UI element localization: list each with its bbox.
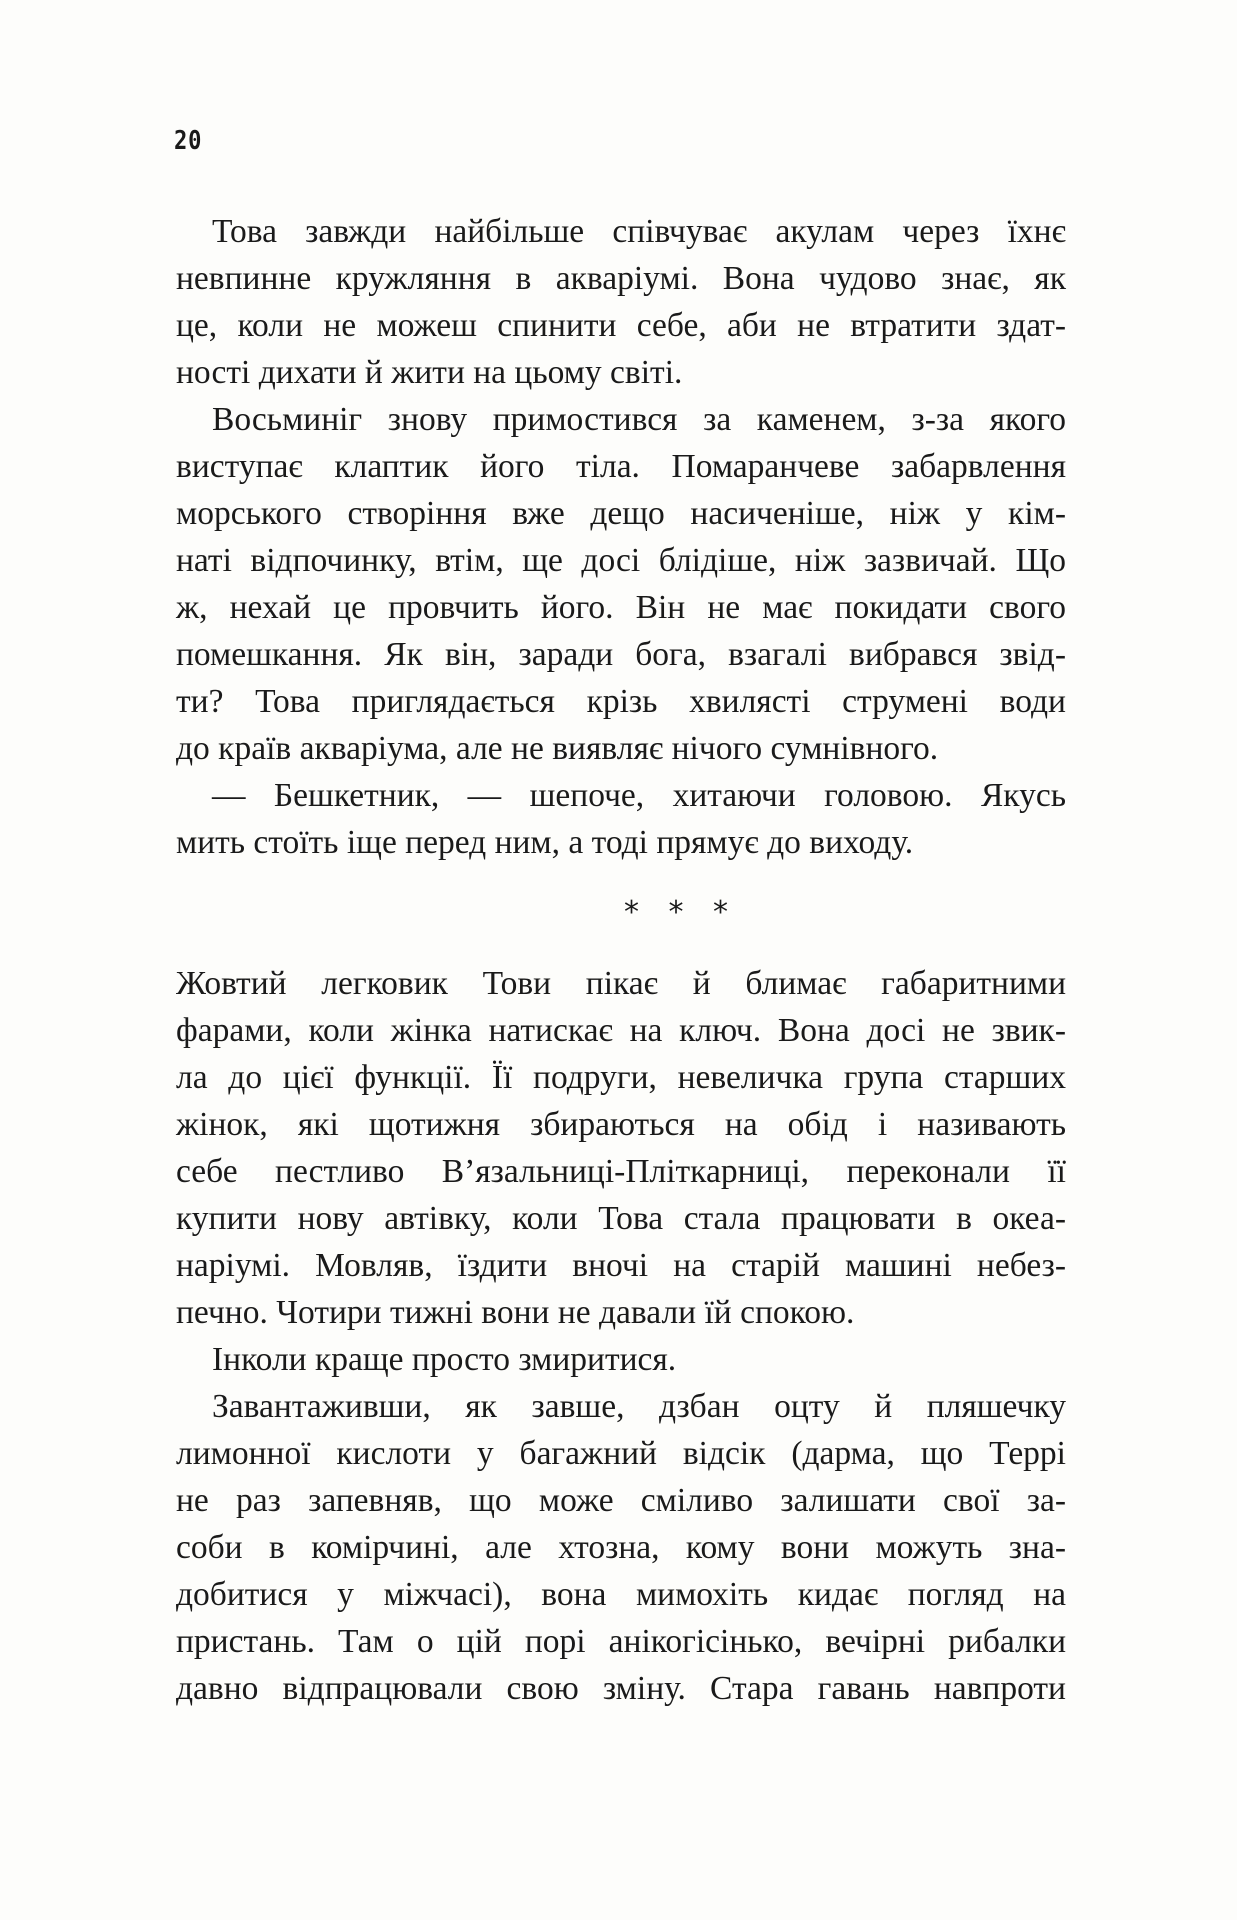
text-line: давно відпрацювали свою зміну. Стара гавань навпроти	[176, 1670, 1066, 1707]
paragraph	[176, 960, 1066, 1336]
text-line: ти? Това приглядається крізь хвилясті струмені води	[176, 683, 1066, 720]
text-line: печно. Чотири тижні вони не давали їй спокою.	[176, 1294, 855, 1331]
text-line: невпинне кружляння в акваріумі. Вона чудово знає, як	[176, 260, 1066, 297]
paragraph	[176, 1336, 1066, 1383]
text-line: не раз запевняв, що може сміливо залишати свої за-	[176, 1482, 1066, 1519]
text-line: Інколи краще просто змиритися.	[212, 1341, 677, 1378]
text-line: виступає клаптик його тіла. Помаранчеве забарвлення	[176, 448, 1066, 485]
paragraph	[176, 772, 1066, 866]
section-separator: * * *	[623, 895, 739, 930]
text-line: наріумі. Мовляв, їздити вночі на старій машині небез-	[176, 1247, 1066, 1284]
paragraph	[176, 396, 1066, 772]
text-line: помешкання. Як він, заради бога, взагалі вибрався звід-	[176, 636, 1066, 673]
text-line: фарами, коли жінка натискає на ключ. Вона досі не звик-	[176, 1012, 1066, 1049]
text-line: купити нову автівку, коли Това стала працювати в океа-	[176, 1200, 1066, 1237]
text-line: Завантаживши, як завше, дзбан оцту й пляшечку	[212, 1388, 1066, 1425]
text-line: — Бешкетник, — шепоче, хитаючи головою. Якусь	[212, 777, 1066, 814]
text-line: себе пестливо В’язальниці-Пліткарниці, переконали її	[176, 1153, 1066, 1190]
text-line: ності дихати й жити на цьому світі.	[176, 354, 683, 391]
page-number: 20	[174, 126, 203, 156]
text-line: пристань. Там о цій порі анікогісінько, вечірні рибалки	[176, 1623, 1066, 1660]
text-line: соби в комірчині, але хтозна, кому вони можуть зна-	[176, 1529, 1066, 1566]
text-line: Това завжди найбільше співчуває акулам через їхнє	[212, 213, 1066, 250]
paragraph	[176, 1383, 1066, 1712]
text-line: до країв акваріума, але не виявляє нічого сумнівного.	[176, 730, 939, 767]
text-line: це, коли не можеш спинити себе, аби не втратити здат-	[176, 307, 1066, 344]
text-line: ж, нехай це провчить його. Він не має покидати свого	[176, 589, 1066, 626]
text-line: мить стоїть іще перед ним, а тоді прямує до виходу.	[176, 824, 914, 861]
text-line: жінок, які щотижня збираються на обід і називають	[176, 1106, 1066, 1143]
text-line: наті відпочинку, втім, ще досі блідіше, ніж зазвичай. Що	[176, 542, 1066, 579]
text-line: лимонної кислоти у багажний відсік (дарма, що Террі	[176, 1435, 1066, 1472]
text-line: добитися у міжчасі), вона мимохіть кидає погляд на	[176, 1576, 1066, 1613]
text-line: Восьминіг знову примостився за каменем, з-за якого	[212, 401, 1066, 438]
text-line: ла до цієї функції. Її подруги, невеличка група старших	[176, 1059, 1066, 1096]
paragraph	[176, 208, 1066, 396]
body-text	[176, 208, 1066, 1712]
text-line: Жовтий легковик Тови пікає й блимає габаритними	[176, 965, 1066, 1002]
text-line: морського створіння вже дещо насиченіше, ніж у кім-	[176, 495, 1066, 532]
